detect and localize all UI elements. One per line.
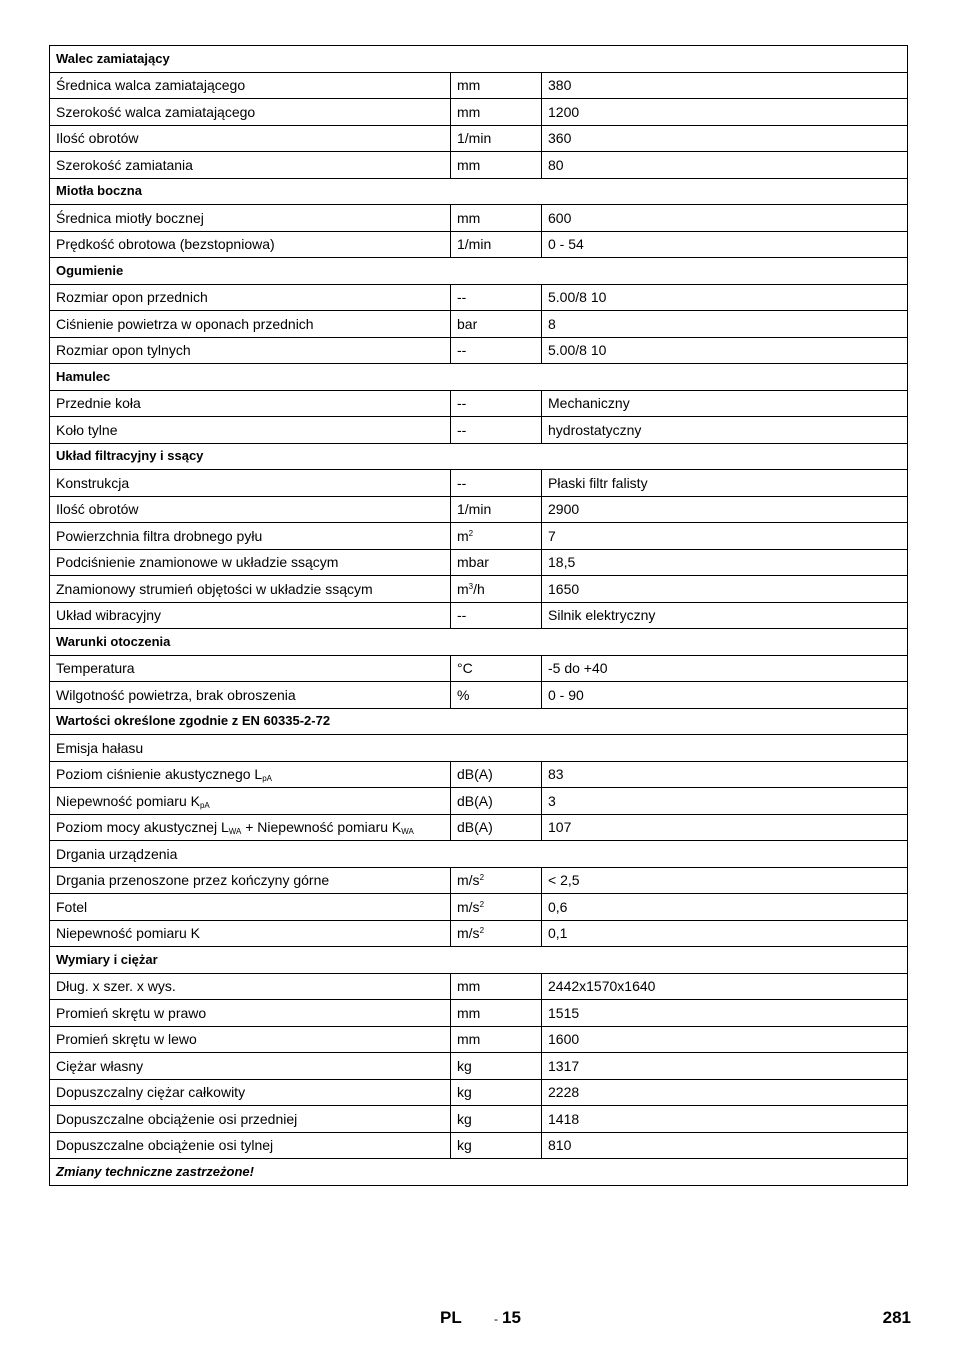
section-header-row	[50, 364, 908, 391]
row-value: 3	[542, 788, 908, 815]
section-page-number	[494, 1308, 521, 1328]
row-value: 2900	[542, 496, 908, 523]
row-value: 380	[542, 72, 908, 99]
row-value: Płaski filtr falisty	[542, 470, 908, 497]
table-row	[50, 72, 908, 99]
row-label: Rozmiar opon tylnych	[50, 337, 451, 364]
row-unit: mm	[451, 99, 542, 126]
table-row	[50, 920, 908, 947]
row-label: Konstrukcja	[50, 470, 451, 497]
table-row	[50, 602, 908, 629]
row-unit	[451, 576, 542, 603]
row-value: 7	[542, 523, 908, 550]
table-row	[50, 311, 908, 338]
table-row	[50, 814, 908, 841]
page-dash: -	[494, 1312, 498, 1326]
table-row	[50, 973, 908, 1000]
row-value: 0 - 54	[542, 231, 908, 258]
row-unit: mm	[451, 72, 542, 99]
language-code: PL	[440, 1308, 462, 1327]
row-label: Podciśnienie znamionowe w układzie ssącym	[50, 549, 451, 576]
row-unit: 1/min	[451, 496, 542, 523]
table-row	[50, 284, 908, 311]
unit-base: m	[457, 527, 469, 544]
table-row	[50, 523, 908, 550]
label-subscript: WA	[401, 827, 414, 837]
table-row	[50, 390, 908, 417]
unit-superscript: 2	[479, 873, 485, 883]
row-unit: kg	[451, 1132, 542, 1159]
row-unit	[451, 867, 542, 894]
row-label: Ciężar własny	[50, 1053, 451, 1080]
table-row	[50, 1079, 908, 1106]
unit-superscript: 2	[468, 528, 474, 538]
row-label: Koło tylne	[50, 417, 451, 444]
row-unit: dB(A)	[451, 814, 542, 841]
noise-emission-heading: Emisja hałasu	[50, 735, 908, 762]
row-value: -5 do +40	[542, 655, 908, 682]
row-unit: mm	[451, 205, 542, 232]
row-label: Ilość obrotów	[50, 496, 451, 523]
specification-table	[49, 45, 908, 1186]
row-label: Powierzchnia filtra drobnego pyłu	[50, 523, 451, 550]
row-unit: 1/min	[451, 125, 542, 152]
table-row	[50, 496, 908, 523]
row-value: 2442x1570x1640	[542, 973, 908, 1000]
row-unit: 1/min	[451, 231, 542, 258]
table-row	[50, 761, 908, 788]
label-subscript: WA	[228, 827, 242, 837]
label-text: + Niepewność pomiaru K	[241, 819, 402, 836]
row-label	[50, 788, 451, 815]
row-unit: --	[451, 470, 542, 497]
row-label: Układ wibracyjny	[50, 602, 451, 629]
table-row	[50, 152, 908, 179]
section-header-row	[50, 629, 908, 656]
row-unit: dB(A)	[451, 788, 542, 815]
row-label: Dopuszczalne obciążenie osi tylnej	[50, 1132, 451, 1159]
row-label: Fotel	[50, 894, 451, 921]
section-title: Wartości określone zgodnie z EN 60335-2-72	[50, 708, 908, 735]
table-row	[50, 470, 908, 497]
row-value: 810	[542, 1132, 908, 1159]
row-label: Szerokość walca zamiatającego	[50, 99, 451, 126]
label-subscript: pA	[199, 800, 210, 810]
table-row	[50, 99, 908, 126]
section-title: Miotła boczna	[50, 178, 908, 205]
row-unit: --	[451, 602, 542, 629]
row-label: Niepewność pomiaru K	[50, 920, 451, 947]
table-row	[50, 1026, 908, 1053]
row-unit: kg	[451, 1079, 542, 1106]
row-label: Średnica walca zamiatającego	[50, 72, 451, 99]
row-label: Promień skrętu w lewo	[50, 1026, 451, 1053]
row-label: Znamionowy strumień objętości w układzie ssącym	[50, 576, 451, 603]
table-row	[50, 205, 908, 232]
unit-base: m/s	[457, 925, 480, 942]
row-unit: mm	[451, 1026, 542, 1053]
row-value: 2228	[542, 1079, 908, 1106]
row-value: 8	[542, 311, 908, 338]
row-unit: mm	[451, 1000, 542, 1027]
row-value: 18,5	[542, 549, 908, 576]
row-label: Dług. x szer. x wys.	[50, 973, 451, 1000]
row-unit: %	[451, 682, 542, 709]
section-title: Ogumienie	[50, 258, 908, 285]
label-subscript: pA	[262, 774, 273, 784]
row-value: 0 - 90	[542, 682, 908, 709]
table-row	[50, 549, 908, 576]
section-title: Walec zamiatający	[50, 46, 908, 73]
section-title: Wymiary i ciężar	[50, 947, 908, 974]
table-row	[50, 894, 908, 921]
unit-superscript: 3	[468, 581, 474, 591]
section-header-row	[50, 708, 908, 735]
row-label: Dopuszczalny ciężar całkowity	[50, 1079, 451, 1106]
row-value: 5.00/8 10	[542, 284, 908, 311]
row-label: Dopuszczalne obciążenie osi przedniej	[50, 1106, 451, 1133]
subsection-row	[50, 841, 908, 868]
section-header-row	[50, 258, 908, 285]
row-value: Mechaniczny	[542, 390, 908, 417]
row-label: Ciśnienie powietrza w oponach przednich	[50, 311, 451, 338]
table-row	[50, 231, 908, 258]
row-value: 1317	[542, 1053, 908, 1080]
vibration-heading: Drgania urządzenia	[50, 841, 908, 868]
row-unit: --	[451, 337, 542, 364]
row-value: 83	[542, 761, 908, 788]
section-header-row	[50, 46, 908, 73]
table-row	[50, 417, 908, 444]
row-label: Drgania przenoszone przez kończyny górne	[50, 867, 451, 894]
unit-superscript: 2	[479, 899, 485, 909]
table-row	[50, 788, 908, 815]
unit-base: m/s	[457, 872, 480, 889]
subsection-row	[50, 735, 908, 762]
row-label: Ilość obrotów	[50, 125, 451, 152]
section-page-value: 15	[502, 1308, 521, 1327]
row-value: 1600	[542, 1026, 908, 1053]
section-header-row	[50, 443, 908, 470]
row-value: 1200	[542, 99, 908, 126]
row-value: 1650	[542, 576, 908, 603]
row-value: 600	[542, 205, 908, 232]
row-value: 0,6	[542, 894, 908, 921]
row-label: Przednie koła	[50, 390, 451, 417]
row-label	[50, 761, 451, 788]
label-text: Niepewność pomiaru K	[56, 792, 200, 809]
unit-base: m/s	[457, 898, 480, 915]
row-value: Silnik elektryczny	[542, 602, 908, 629]
row-label: Wilgotność powietrza, brak obroszenia	[50, 682, 451, 709]
technical-changes-note: Zmiany techniczne zastrzeżone!	[50, 1159, 908, 1186]
footer-note-row	[50, 1159, 908, 1186]
table-row	[50, 576, 908, 603]
section-header-row	[50, 178, 908, 205]
row-value: hydrostatyczny	[542, 417, 908, 444]
row-unit: bar	[451, 311, 542, 338]
row-value: 5.00/8 10	[542, 337, 908, 364]
table-row	[50, 682, 908, 709]
row-unit: mm	[451, 152, 542, 179]
row-unit: --	[451, 390, 542, 417]
row-label: Rozmiar opon przednich	[50, 284, 451, 311]
row-unit: kg	[451, 1053, 542, 1080]
row-value: 360	[542, 125, 908, 152]
row-value: 107	[542, 814, 908, 841]
label-text: Poziom ciśnienie akustycznego L	[56, 766, 263, 783]
table-row	[50, 655, 908, 682]
row-label	[50, 814, 451, 841]
table-row	[50, 1106, 908, 1133]
row-unit: kg	[451, 1106, 542, 1133]
table-row	[50, 1053, 908, 1080]
row-unit: °C	[451, 655, 542, 682]
unit-base: m	[457, 580, 469, 597]
row-value: 0,1	[542, 920, 908, 947]
label-text: Poziom mocy akustycznej L	[56, 819, 229, 836]
row-unit: --	[451, 417, 542, 444]
page-number: 281	[882, 1308, 911, 1327]
row-unit	[451, 894, 542, 921]
row-label: Średnica miotły bocznej	[50, 205, 451, 232]
row-unit	[451, 920, 542, 947]
unit-superscript: 2	[479, 926, 485, 936]
section-title: Układ filtracyjny i ssący	[50, 443, 908, 470]
table-row	[50, 1000, 908, 1027]
row-value: 1418	[542, 1106, 908, 1133]
section-title: Warunki otoczenia	[50, 629, 908, 656]
table-row	[50, 125, 908, 152]
row-label: Promień skrętu w prawo	[50, 1000, 451, 1027]
section-title: Hamulec	[50, 364, 908, 391]
row-label: Szerokość zamiatania	[50, 152, 451, 179]
table-row	[50, 867, 908, 894]
row-label: Prędkość obrotowa (bezstopniowa)	[50, 231, 451, 258]
row-unit: --	[451, 284, 542, 311]
row-value: 1515	[542, 1000, 908, 1027]
table-row	[50, 1132, 908, 1159]
row-unit	[451, 523, 542, 550]
row-unit: mm	[451, 973, 542, 1000]
row-value: 80	[542, 152, 908, 179]
section-header-row	[50, 947, 908, 974]
row-unit: mbar	[451, 549, 542, 576]
row-value: < 2,5	[542, 867, 908, 894]
unit-tail: /h	[473, 580, 485, 597]
table-row	[50, 337, 908, 364]
row-unit: dB(A)	[451, 761, 542, 788]
row-label: Temperatura	[50, 655, 451, 682]
